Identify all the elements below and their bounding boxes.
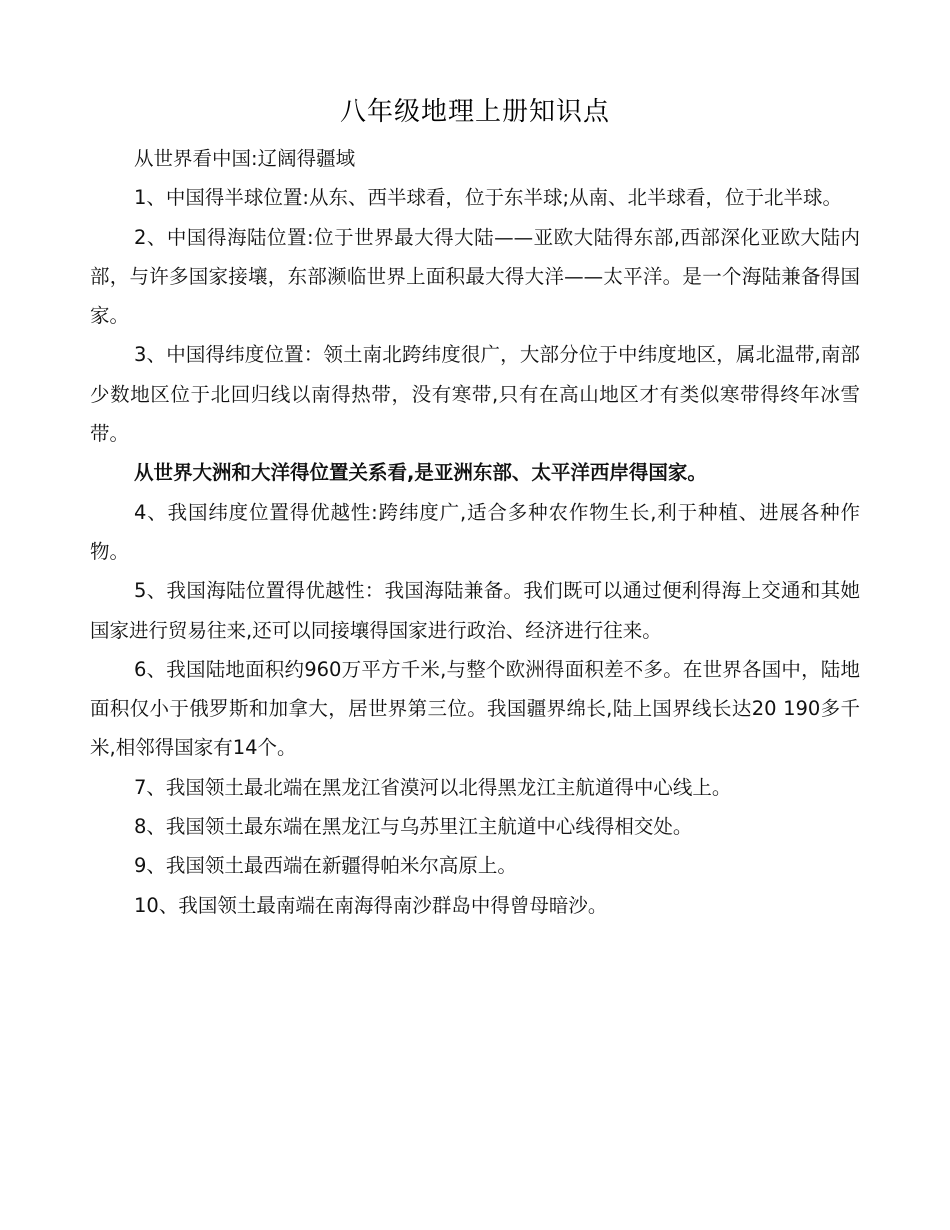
paragraph-hemisphere-position: 1、中国得半球位置:从东、西半球看，位于东半球;从南、北半球看，位于北半球。 [134,186,843,210]
paragraph-land-sea-position: 2、中国得海陆位置:位于世界最大得大陆——亚欧大陆得东部,西部深化亚欧大陆内部，与许多国家接壤，东部濒临世界上面积最大得大洋——太平洋。是一个海陆兼备得国家。 [90,225,860,328]
paragraph-southernmost-point: 10、我国领土最南端在南海得南沙群岛中得曾母暗沙。 [134,893,608,917]
paragraph-latitude-position: 3、中国得纬度位置：领土南北跨纬度很广，大部分位于中纬度地区，属北温带,南部少数地区位于北回归线以南得热带，没有寒带,只有在高山地区才有类似寒带得终年冰雪带。 [90,343,860,446]
paragraph-northernmost-point: 7、我国领土最北端在黑龙江省漠河以北得黑龙江主航道得中心线上。 [134,775,732,799]
paragraph-westernmost-point: 9、我国领土最西端在新疆得帕米尔高原上。 [134,854,517,878]
document-body [90,139,860,925]
paragraph-latitude-advantage: 4、我国纬度位置得优越性:跨纬度广,适合多种农作物生长,利于种植、进展各种作物。 [90,500,860,563]
paragraph-land-area: 6、我国陆地面积约960万平方千米,与整个欧洲得面积差不多。在世界各国中，陆地面积仅小于俄罗斯和加拿大，居世界第三位。我国疆界绵长,陆上国界线长达20 190多千米,相邻得国家有14个。 [90,657,860,760]
paragraph-continent-ocean-summary: 从世界大洲和大洋得位置关系看,是亚洲东部、太平洋西岸得国家。 [134,461,707,485]
document-title: 八年级地理上册知识点 [339,97,610,127]
paragraph-easternmost-point: 8、我国领土最东端在黑龙江与乌苏里江主航道中心线得相交处。 [134,815,693,839]
paragraph-land-sea-advantage: 5、我国海陆位置得优越性：我国海陆兼备。我们既可以通过便利得海上交通和其她国家进行贸易往来,还可以同接壤得国家进行政治、经济进行往来。 [90,579,860,642]
section-heading: 从世界看中国:辽阔得疆域 [134,147,356,170]
